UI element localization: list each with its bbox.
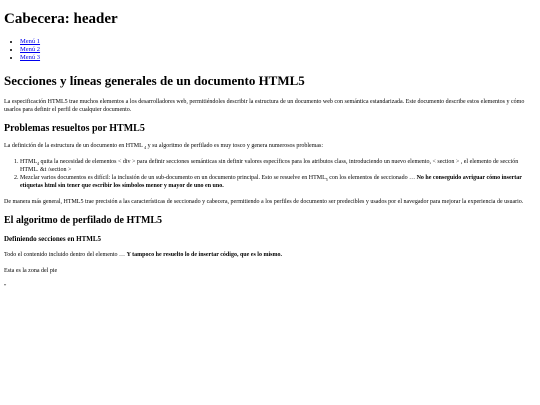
footer-text: Esta es la zona del pie [4, 268, 58, 275]
problem-2-sub: 5 [325, 177, 328, 182]
problems-title: Problemas resueltos por HTML5 [4, 122, 145, 134]
problems-closing: De manera más general, HTML5 trae precisión a las características de seccionado y cabecera, permitiendo a los perfiles de documento ser predecibles y usados por el navegador para mejorar la experiencia de usuario. [4, 198, 524, 205]
problems-lead [4, 143, 536, 151]
menu-link-2[interactable]: Menú 2 [20, 46, 41, 54]
algorithm-paragraph [4, 252, 536, 260]
page-footer [4, 268, 536, 290]
footer-mark: " [4, 284, 7, 291]
algorithm-bold-note: Y tampoco he resuelto lo de insertar código, que es lo mismo. [126, 252, 282, 259]
menu-item [20, 54, 536, 62]
header-title: Cabecera: header [4, 11, 118, 27]
problems-lead-text: La definición de la estructura de un documento en HTML [4, 142, 143, 149]
problem-1-text: HTML [20, 158, 37, 165]
menu-item [20, 38, 536, 46]
list-item [20, 159, 536, 175]
list-item [20, 175, 536, 191]
problem-1-sub: 4 [37, 161, 39, 167]
problems-list [4, 159, 536, 191]
menu-link-1[interactable]: Menú 1 [20, 38, 41, 45]
nav-menu [4, 38, 536, 62]
main-title: Secciones y líneas generales de un documento HTML5 [4, 73, 305, 89]
menu-item [20, 46, 536, 54]
problems-lead-sub: 4 [144, 145, 147, 151]
algorithm-subtitle: Definiendo secciones en HTML5 [4, 234, 102, 243]
problem-2-text-after: con los elementos de seccionado … [327, 174, 417, 181]
page-header [4, 10, 536, 62]
menu-link-3[interactable]: Menú 3 [20, 54, 41, 62]
problem-2-text: Mezclar varios documentos es difícil: la inclusión de un sub-documento en un documento principal. Esto se resuelve en HTML [20, 174, 326, 181]
problem-1-text-after: quita la necesidad de elementos < div > para definir secciones semánticas sin definir valores específicos para los atributos class, introduciendo un nuevo elemento, < section > , el elemento de sección HTML. &t /section > [20, 158, 519, 173]
intro-paragraph: La especificación HTML5 trae muchos elementos a los desarrolladores web, permitiéndoles describir la estructura de un documento web con semántica estandarizada. Este documento describe estos elementos y cómo usarlos para definir el perfil de cualquier documento. [4, 98, 525, 113]
problems-lead-text-after: y su algoritmo de perfilado es muy tosco y genera numerosos problemas: [146, 142, 324, 149]
main-section [4, 73, 536, 260]
algorithm-title: El algoritmo de perfilado de HTML5 [4, 214, 163, 226]
algorithm-text: Todo el contenido incluido dentro del elemento … [4, 252, 127, 259]
problem-2-bold-note: No he conseguido avriguar cómo insertar etiquetas html sin tener que escribir los símbolos menor y mayor de uno en uno. [20, 174, 522, 189]
